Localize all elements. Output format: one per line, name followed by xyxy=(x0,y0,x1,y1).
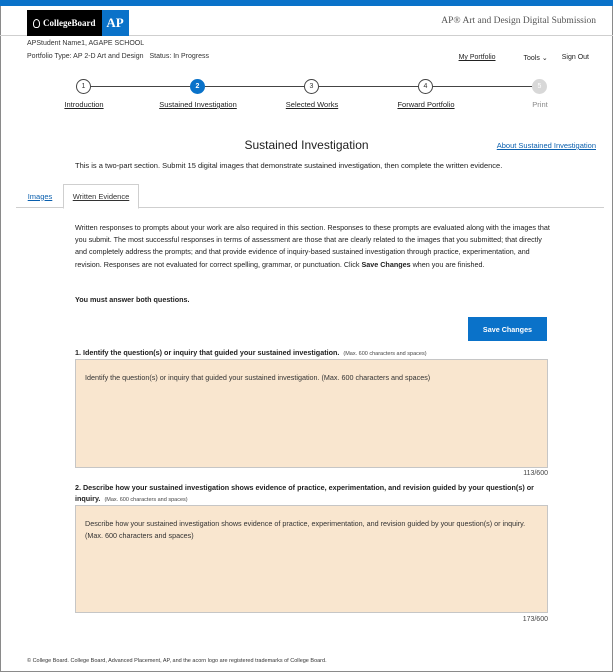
instructions-bold: Save Changes xyxy=(361,259,411,269)
question-1-answer-field[interactable]: Identify the question(s) or inquiry that guided your sustained investigation. (Max. 600 characters and spaces) xyxy=(75,359,548,468)
step-5-circle: 5 xyxy=(532,79,547,94)
step-connector xyxy=(433,86,532,87)
step-1-circle[interactable]: 1 xyxy=(76,79,91,94)
brand-text: CollegeBoard xyxy=(43,18,96,28)
question-1-max: (Max. 600 characters and spaces) xyxy=(343,351,427,357)
question-1-char-counter: 113/600 xyxy=(523,470,548,477)
step-3-circle[interactable]: 3 xyxy=(304,79,319,94)
about-sustained-investigation-link[interactable]: About Sustained Investigation xyxy=(496,141,596,150)
save-changes-button[interactable]: Save Changes xyxy=(468,317,547,341)
logo-ap: AP xyxy=(102,10,129,36)
portfolio-status: Status: In Progress xyxy=(149,53,210,60)
must-answer-note: You must answer both questions. xyxy=(75,295,190,304)
question-2-answer-field[interactable]: Describe how your sustained investigation shows evidence of practice, experimentation, and revision guided by your question(s) or inquiry. (Max. 600 characters and spaces) xyxy=(75,505,548,613)
question-2-text: 2. Describe how your sustained investigation shows evidence of practice, experimentation, and revision guided by your question(s) or inquiry. xyxy=(75,483,534,503)
app-title: AP® Art and Design Digital Submission xyxy=(441,16,596,26)
step-print-label: Print xyxy=(532,100,548,109)
step-introduction-link[interactable]: Introduction xyxy=(64,100,104,109)
portfolio-type: Portfolio Type: AP 2-D Art and Design xyxy=(27,53,144,60)
step-connector xyxy=(319,86,418,87)
instructions-after: when you are finished. xyxy=(410,259,485,269)
question-2-char-counter: 173/600 xyxy=(522,616,548,623)
tools-label: Tools xyxy=(523,55,540,62)
tools-menu[interactable] xyxy=(510,54,548,62)
question-1-text: 1. Identify the question(s) or inquiry that guided your sustained investigation. xyxy=(75,348,340,357)
logo-collegeboard xyxy=(27,10,102,36)
college-board-logo[interactable] xyxy=(27,10,129,36)
portfolio-info xyxy=(27,53,209,60)
section-intro: This is a two-part section. Submit 15 digital images that demonstrate sustained investigation, then complete the written evidence. xyxy=(75,161,503,170)
step-selected-works-link[interactable]: Selected Works xyxy=(285,100,339,109)
instructions-before: Written responses to prompts about your work are also required in this section. Responses to these prompts are evaluated along with the images that you submit. The most successful responses in terms of assessment are those that are clearly related to the images that you submitted; that directly and completely address the prompts; and that provide evidence of inquiry-based sustained investigation through practice, experimentation, and revision. Responses are not evaluated for correct spelling, grammar, or punctuation. Click xyxy=(75,223,550,269)
acorn-icon xyxy=(33,19,40,28)
app-header xyxy=(0,6,613,36)
tab-images[interactable]: Images xyxy=(27,191,53,201)
progress-stepper xyxy=(0,78,613,114)
step-sustained-investigation-link[interactable]: Sustained Investigation xyxy=(159,100,237,109)
step-forward-portfolio-link[interactable]: Forward Portfolio xyxy=(397,100,455,109)
tab-written-evidence[interactable]: Written Evidence xyxy=(63,184,139,209)
instructions-text xyxy=(75,222,550,271)
step-2-circle[interactable]: 2 xyxy=(190,79,205,94)
my-portfolio-link[interactable]: My Portfolio xyxy=(458,54,496,61)
question-2-max: (Max. 600 characters and spaces) xyxy=(104,497,188,503)
student-name-school: APStudent Name1, AGAPE SCHOOL xyxy=(27,40,145,47)
footer-copyright: © College Board. College Board, Advanced Placement, AP, and the acorn logo are registered trademarks of College Board. xyxy=(27,658,327,664)
step-connector xyxy=(205,86,304,87)
sign-out-link[interactable]: Sign Out xyxy=(561,54,589,61)
step-4-circle[interactable]: 4 xyxy=(418,79,433,94)
chevron-down-icon: ⌄ xyxy=(541,55,548,62)
user-nav xyxy=(445,54,589,62)
tab-bar xyxy=(16,184,604,208)
question-2-label xyxy=(75,482,555,506)
step-connector xyxy=(91,86,190,87)
page-title: Sustained Investigation xyxy=(244,138,369,152)
